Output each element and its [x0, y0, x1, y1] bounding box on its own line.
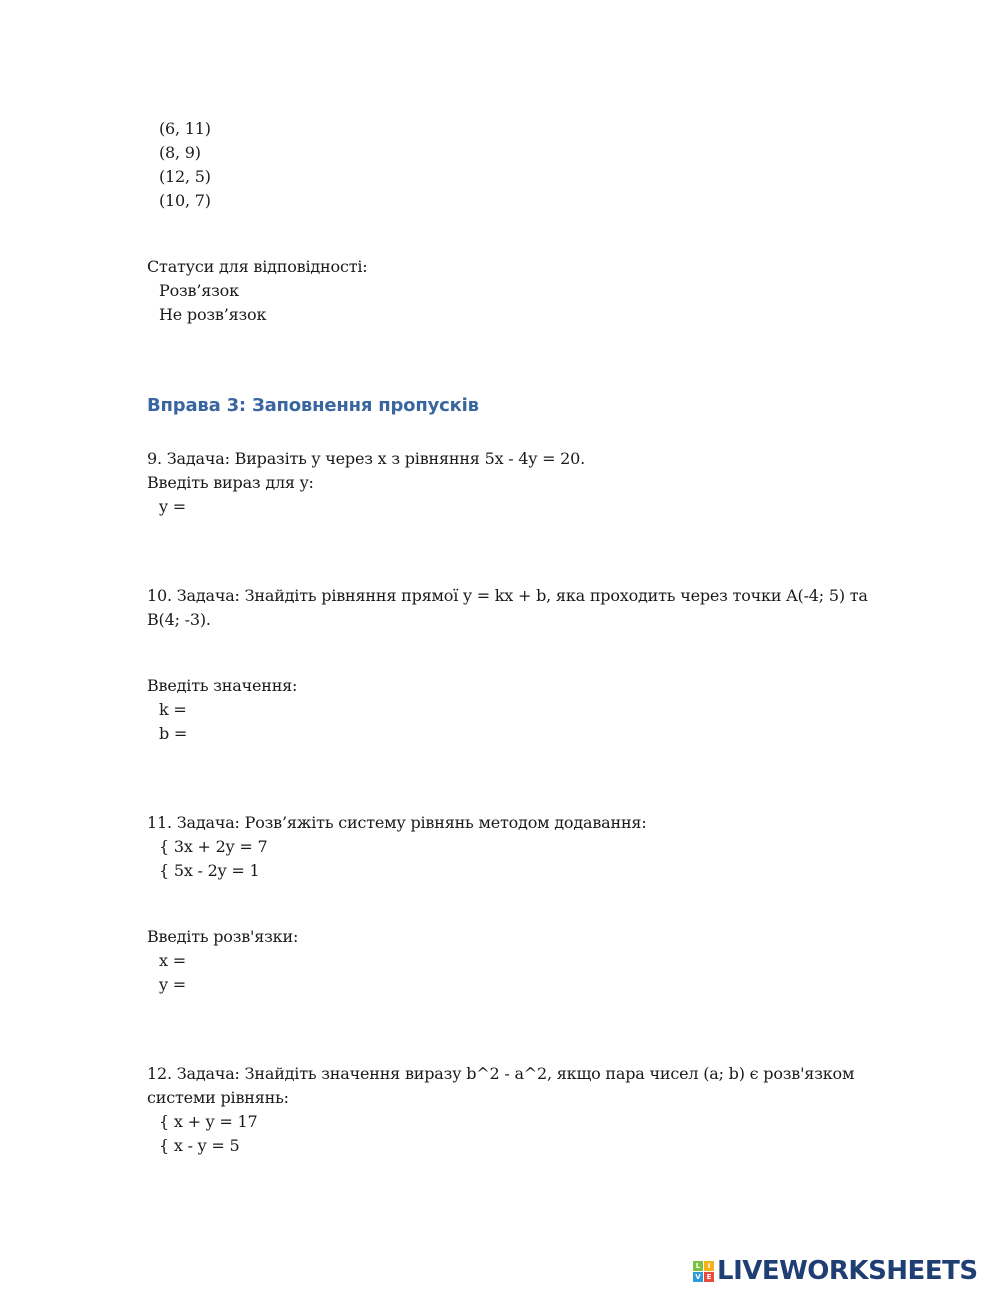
task-11-x-field[interactable]: x = [159, 951, 186, 970]
task-10-text: 10. Задача: Знайдіть рівняння прямої y = kx + b, яка проходить через точки A(-4; 5) та [147, 586, 868, 605]
task-11-equation: { 5x - 2y = 1 [159, 861, 260, 880]
logo-letter: L [693, 1261, 703, 1271]
task-9-text: 9. Задача: Виразіть y через x з рівняння 5x - 4y = 20. [147, 449, 586, 468]
section-heading: Вправа 3: Заповнення пропусків [147, 395, 479, 416]
task-11-text: 11. Задача: Розв’яжіть систему рівнянь методом додавання: [147, 813, 647, 832]
pair-option[interactable]: (8, 9) [159, 143, 201, 162]
task-9-prompt: Введіть вираз для y: [147, 473, 314, 492]
logo-letter: E [704, 1272, 714, 1282]
task-10-b-field[interactable]: b = [159, 724, 188, 743]
logo-letter: V [693, 1272, 703, 1282]
statuses-label: Статуси для відповідності: [147, 257, 368, 276]
task-12-equation: { x + y = 17 [159, 1112, 258, 1131]
pair-option[interactable]: (6, 11) [159, 119, 211, 138]
task-9-y-field[interactable]: y = [159, 497, 186, 516]
status-option[interactable]: Не розв’язок [159, 305, 267, 324]
pair-option[interactable]: (12, 5) [159, 167, 211, 186]
logo-text: LIVEWORKSHEETS [717, 1256, 978, 1286]
pair-option[interactable]: (10, 7) [159, 191, 211, 210]
task-10-prompt: Введіть значення: [147, 676, 298, 695]
task-10-k-field[interactable]: k = [159, 700, 187, 719]
task-12-equation: { x - y = 5 [159, 1136, 240, 1155]
task-10-text-cont: B(4; -3). [147, 610, 211, 629]
logo-blocks-icon [693, 1261, 714, 1282]
task-11-y-field[interactable]: y = [159, 975, 186, 994]
liveworksheets-logo [693, 1256, 978, 1286]
task-12-text: 12. Задача: Знайдіть значення виразу b^2 - a^2, якщо пара чисел (a; b) є розв'язком [147, 1064, 855, 1083]
task-11-prompt: Введіть розв'язки: [147, 927, 299, 946]
logo-letter: I [704, 1261, 714, 1271]
status-option[interactable]: Розв’язок [159, 281, 239, 300]
task-11-equation: { 3x + 2y = 7 [159, 837, 268, 856]
task-12-text-cont: системи рівнянь: [147, 1088, 289, 1107]
